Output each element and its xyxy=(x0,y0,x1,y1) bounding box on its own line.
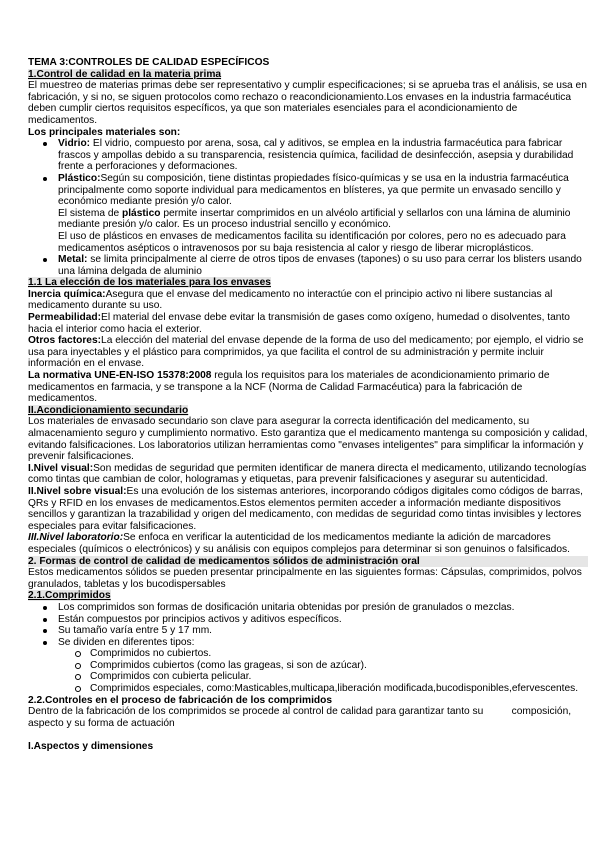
plastico-text: Según su composición, tiene distintas propiedades físico-químicas y se usa en la industria farmacéutica principalmente como soporte individual para medicamentos en blísteres, ya que permite un envasado sencillo y económico mediante presión y/o calor. xyxy=(58,172,569,208)
plastico-p2-bold: plástico xyxy=(121,207,161,219)
nivel-sobre-visual-text: Es una evolución de los sistemas anteriores, incorporando códigos digitales como códigos de barras, QRs y RFID en los envases de medicamentos.Estos elementos permiten acceder a información mediante dispositivos sencillos y garantizan la trazabilidad y origen del medicamento, con medidas de seguridad como tintas invisibles y lectores especiales para evitar falsificaciones. xyxy=(28,485,583,532)
vidrio-label: Vidrio: xyxy=(58,138,91,150)
section-heading-acondicionamiento-secundario: II.Acondicionamiento secundario xyxy=(28,404,189,416)
plastico-p2-start: El sistema de xyxy=(58,207,122,219)
list-item-vidrio xyxy=(58,138,588,173)
spacer xyxy=(28,729,588,741)
section-heading-eleccion-materiales: 1.1 La elección de los materiales para los envases xyxy=(28,277,271,289)
normativa-paragraph xyxy=(28,370,588,405)
permeabilidad-label: Permeabilidad: xyxy=(28,312,102,324)
list-item: Comprimidos cubiertos (como las grageas, si son de azúcar). xyxy=(90,660,588,672)
section-heading-controles-proceso: 2.2.Controles en el proceso de fabricación de los comprimidos xyxy=(28,694,333,706)
comprimidos-list xyxy=(28,602,588,648)
otros-factores-text: La elección del material del envase depende de la forma de uso del medicamento; por ejemplo, el vidrio se usa para inyectables y el plástico para comprimidos, ya que facilita el control de su administración y permite incluir información en el envase. xyxy=(28,335,584,370)
nivel-visual-label: I.Nivel visual: xyxy=(28,462,94,474)
inercia-text: Asegura que el envase del medicamento no interactúe con el principio activo ni libere sustancias al medicamento durante su uso. xyxy=(28,288,553,312)
formas-control-intro: Estos medicamentos sólidos se pueden presentar principalmente en las siguientes formas: Cápsulas, comprimidos, polvos granulados, tabletas y los bucodispersables xyxy=(28,567,582,590)
permeabilidad-paragraph xyxy=(28,312,588,335)
plastico-paragraph-3: El uso de plásticos en envases de medicamentos facilita su identificación por colores, pero no es adecuado para medicamentos asépticos o intravenosos por su baja resistencia al calor y riesgo de liberar microplásticos. xyxy=(58,230,566,254)
list-item: Los comprimidos son formas de dosificación unitaria obtenidas por presión de granulados o mezclas. xyxy=(58,602,588,614)
metal-text: se limita principalmente al cierre de otros tipos de envases (tapones) o su uso para cerrar los blisters usando una lámina delgada de aluminio xyxy=(58,254,582,277)
inercia-label: Inercia química: xyxy=(28,288,106,300)
list-item: Comprimidos especiales, como:Masticables,multicapa,liberación modificada,bucodisponibles,efervescentes. xyxy=(90,683,588,695)
controles-proceso-text-start: Dentro de la fabricación de los comprimidos se procede al control de calidad para garantizar tanto su xyxy=(28,706,484,718)
normativa-text: regula los requisitos para los materiales de acondicionamiento primario de medicamentos en farmacia, y se transpone a la NCF (Norma de Calidad Farmacéutica) para la fabricación de medicamentos. xyxy=(28,370,550,405)
nivel-laboratorio-text: Se enfoca en verificar la autenticidad de los medicamentos mediante la adición de marcadores especiales (químicos o electrónicos) y su análisis con equipos complejos para determinar si son genuinos o falsificados. xyxy=(28,532,570,555)
controles-proceso-text-middle: composición, xyxy=(511,706,572,718)
vidrio-text: El vidrio, compuesto por arena, sosa, cal y aditivos, se emplea en la industria farmacéutica para fabricar frascos y ampollas debido a su transparencia, resistencia química, facilidad de desinfección, asepsia y durabilidad frente a perforaciones y deformaciones. xyxy=(58,138,574,173)
permeabilidad-text: El material del envase debe evitar la transmisión de gases como oxígeno, humedad o disolventes, tanto hacia el interior como hacia el exterior. xyxy=(28,312,570,335)
nivel-laboratorio-paragraph xyxy=(28,532,588,555)
list-item: Se dividen en diferentes tipos: xyxy=(58,637,588,649)
list-item: Comprimidos con cubierta pelicular. xyxy=(90,671,588,683)
metal-label: Metal: xyxy=(58,254,88,266)
nivel-sobre-visual-paragraph xyxy=(28,486,588,532)
controles-proceso-text xyxy=(28,706,588,729)
nivel-sobre-visual-label: II.Nivel sobre visual: xyxy=(28,485,127,497)
controles-proceso-text-end: aspecto y su forma de actuación xyxy=(28,717,175,729)
inercia-paragraph xyxy=(28,289,588,312)
list-item: Su tamaño varía entre 5 y 17 mm. xyxy=(58,625,588,637)
comprimidos-subtypes-list xyxy=(28,648,588,694)
materials-list xyxy=(28,138,588,277)
plastico-paragraph-2 xyxy=(58,208,588,231)
list-item: Están compuestos por principios activos y aditivos específicos. xyxy=(58,614,588,626)
document-title: TEMA 3:CONTROLES DE CALIDAD ESPECÍFICOS xyxy=(28,57,270,68)
materials-heading: Los principales materiales son: xyxy=(28,126,181,138)
list-item-metal xyxy=(58,254,588,277)
plastico-label: Plástico: xyxy=(58,172,101,184)
nivel-laboratorio-label: III.Nivel laboratorio: xyxy=(28,532,124,544)
list-item: Comprimidos no cubiertos. xyxy=(90,648,588,660)
plastico-p2-end: permite insertar comprimidos en un alvéolo artificial y sellarlos con una lámina de aluminio mediante presión y/o calor. Es un proceso industrial sencillo y económico. xyxy=(58,207,571,231)
otros-factores-paragraph xyxy=(28,335,588,370)
materia-prima-intro: El muestreo de materias primas debe ser representativo y cumplir especificaciones; si se aprueba tras el análisis, se usa en fabricación, y si no, se siguen protocolos como rechazo o reacondicionamiento.Los envases en la industria farmacéutica deben cumplir ciertos requisitos específicos, ya que son materiales esenciales para el acondicionamiento de medicamentos. xyxy=(28,80,587,126)
list-item-plastico xyxy=(58,173,588,254)
section-heading-materia-prima: 1.Control de calidad en la materia prima xyxy=(28,68,222,80)
nivel-visual-text: Son medidas de seguridad que permiten identificar de manera directa el medicamento, utilizando tecnologías como tintas que cambian de color, hologramas y etiquetas, para prevenir falsificaciones y asegurar su autenticidad. xyxy=(28,462,587,486)
acondicionamiento-intro: Los materiales de envasado secundario son clave para asegurar la correcta identificación del medicamento, su almacenamiento seguro y cumplimiento normativo. Esto garantiza que el medicamento mantenga su composición y calidad, evitando falsificaciones. Los laboratorios utilizan herramientas como "envases inteligentes" para simplificar la información y prevenir falsificaciones. xyxy=(28,416,588,463)
otros-factores-label: Otros factores: xyxy=(28,335,102,347)
section-heading-aspectos: I.Aspectos y dimensiones xyxy=(28,741,154,753)
document-page xyxy=(28,57,588,753)
section-heading-formas-control: 2. Formas de control de calidad de medicamentos sólidos de administración oral xyxy=(28,556,588,568)
section-heading-comprimidos: 2.1.Comprimidos xyxy=(28,590,111,602)
nivel-visual-paragraph xyxy=(28,463,588,486)
normativa-label: La normativa UNE-EN-ISO 15378:2008 xyxy=(28,370,212,382)
